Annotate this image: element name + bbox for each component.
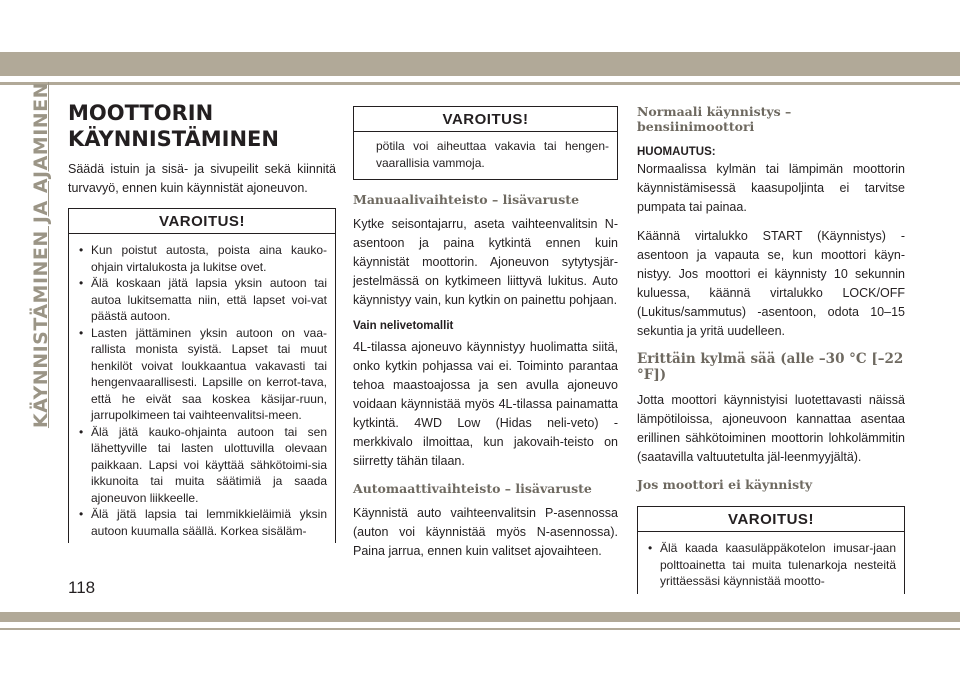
title-line-1: MOOTTORIN xyxy=(68,101,214,125)
warning-body xyxy=(354,132,617,179)
page-number: 118 xyxy=(68,578,96,597)
no-start-heading: Jos moottori ei käynnisty xyxy=(637,477,813,492)
side-tab-label: KÄYNNISTÄMINEN JA AJAMINEN xyxy=(30,81,52,429)
column-1 xyxy=(68,100,336,555)
warning-list xyxy=(638,532,904,594)
warning-item: • Kun poistut autosta, poista aina kauko-ohjain virtalukosta ja lukitse ovet. xyxy=(77,242,327,275)
warning-list xyxy=(69,234,335,543)
warning-title: VAROITUS! xyxy=(354,107,617,132)
warning-item: • Älä jätä lapsia tai lemmikkieläimiä yksin autoon kuumalla säällä. Korkea sisäläm- xyxy=(77,506,327,539)
warning-box-continued xyxy=(353,106,618,180)
4wd-only-text: 4L-tilassa ajoneuvo käynnistyy huolimatta siitä, onko kytkin pohjassa vai ei. Toiminto parantaa tehoa maastoajossa ja sen avulla ajoneuvo voidaan käynnistää myös 4L-tilassa painamatta kytkintä. 4WD Low (Hidas neli-veto) -merkkivalo ilmoittaa, kun jakovaih-teisto on siirretty tähän tilaan. xyxy=(353,340,618,468)
column-3 xyxy=(637,100,905,606)
header-band xyxy=(0,52,960,76)
title-line-2: KÄYNNISTÄMINEN xyxy=(68,127,279,151)
warning-box-1 xyxy=(68,208,336,543)
cold-weather-text: Jotta moottori käynnistyisi luotettavasti näissä lämpötiloissa, ajoneuvoon kannattaa asentaa erillinen sähkötoiminen moottorin lohkolämmitin (saatavilla valtuutetulta jäl-leenmyyjältä). xyxy=(637,393,905,464)
note-text: Normaalissa kylmän tai lämpimän moottorin käynnistämisessä kaasupoljinta ei tarvitse pumpata tai painaa. xyxy=(637,162,905,214)
warning-box-3 xyxy=(637,506,905,594)
note-label: HUOMAUTUS: xyxy=(637,146,716,158)
warning-item: • Älä kaada kaasuläppäkotelon imusar-jaan polttoainetta tai muita tulenarkoja nesteitä yrittäessäsi käynnistää mootto- xyxy=(646,540,896,590)
warning-title: VAROITUS! xyxy=(69,209,335,234)
automatic-transmission-heading: Automaattivaihteisto – lisävaruste xyxy=(353,481,592,496)
warning-item: • Lasten jättäminen yksin autoon on vaa-rallista monista syistä. Lapset tai muut henkilöt voivat loukkaantua vakavasti tai hengenvaarallisesti. Lapsille on kerrot-tava, että he eivät saa koskea käsijar-ruun, jarrupolkimeen tai vaihteenvalitsi-meen. xyxy=(77,325,327,424)
intro-paragraph: Säädä istuin ja sisä- ja sivupeilit sekä kiinnitä turvavyö, ennen kuin käynnistät ajoneuvon. xyxy=(68,162,336,195)
normal-start-heading: Normaali käynnistys – bensiinimoottori xyxy=(637,104,792,134)
start-procedure-text: Käännä virtalukko START (Käynnistys) -asentoon ja vapauta se, kun moottori käyn-nistyy. Jos moottori ei käynnisty 10 sekunnin kuluessa, käännä virtalukko LOCK/OFF (Lukitus/sammutus) -asentoon, odota 10–15 sekuntia ja yritä uudelleen. xyxy=(637,229,905,338)
warning-item: • Älä jätä kauko-ohjainta autoon tai sen lähettyville tai lasten ulottuvilla olevaan paikkaan. Lapsi voi käyttää sähkötoimi-sia ikkunoita tai muita säätimiä ja saada ajoneuvon liikkeelle. xyxy=(77,424,327,507)
warning-item: • Älä koskaan jätä lapsia yksin autoon tai autoa lukitsematta niin, että lapset voi-vat päästä autoon. xyxy=(77,275,327,325)
cold-weather-heading: Erittäin kylmä sää (alle –30 °C [–22 °F]) xyxy=(637,351,904,383)
warning-continued-text: pötila voi aiheuttaa vakavia tai hengen-vaarallisia vammoja. xyxy=(376,139,609,170)
manual-transmission-text: Kytke seisontajarru, aseta vaihteenvalitsin N-asentoon ja paina kytkintä ennen kuin käynnistät moottorin. Ajoneuvon sytytysjär-jestelmässä on kytkimeen liittyvä lukitus. Auto käynnistyy vain, kun kytkin on painettu pohjaan. xyxy=(353,217,618,307)
header-rule xyxy=(0,82,960,85)
column-2 xyxy=(353,100,618,571)
manual-transmission-heading: Manuaalivaihteisto – lisävaruste xyxy=(353,192,580,207)
section-side-tab xyxy=(26,81,56,429)
page-title xyxy=(68,100,336,152)
footer-band xyxy=(0,612,960,622)
warning-title: VAROITUS! xyxy=(638,507,904,532)
automatic-transmission-text: Käynnistä auto vaihteenvalitsin P-asennossa (auton voi käynnistää myös N-asennossa). Paina jarrua, ennen kuin valitset ajovaihteen. xyxy=(353,506,618,558)
footer-rule xyxy=(0,628,960,630)
4wd-only-heading: Vain nelivetomallit xyxy=(353,320,454,332)
